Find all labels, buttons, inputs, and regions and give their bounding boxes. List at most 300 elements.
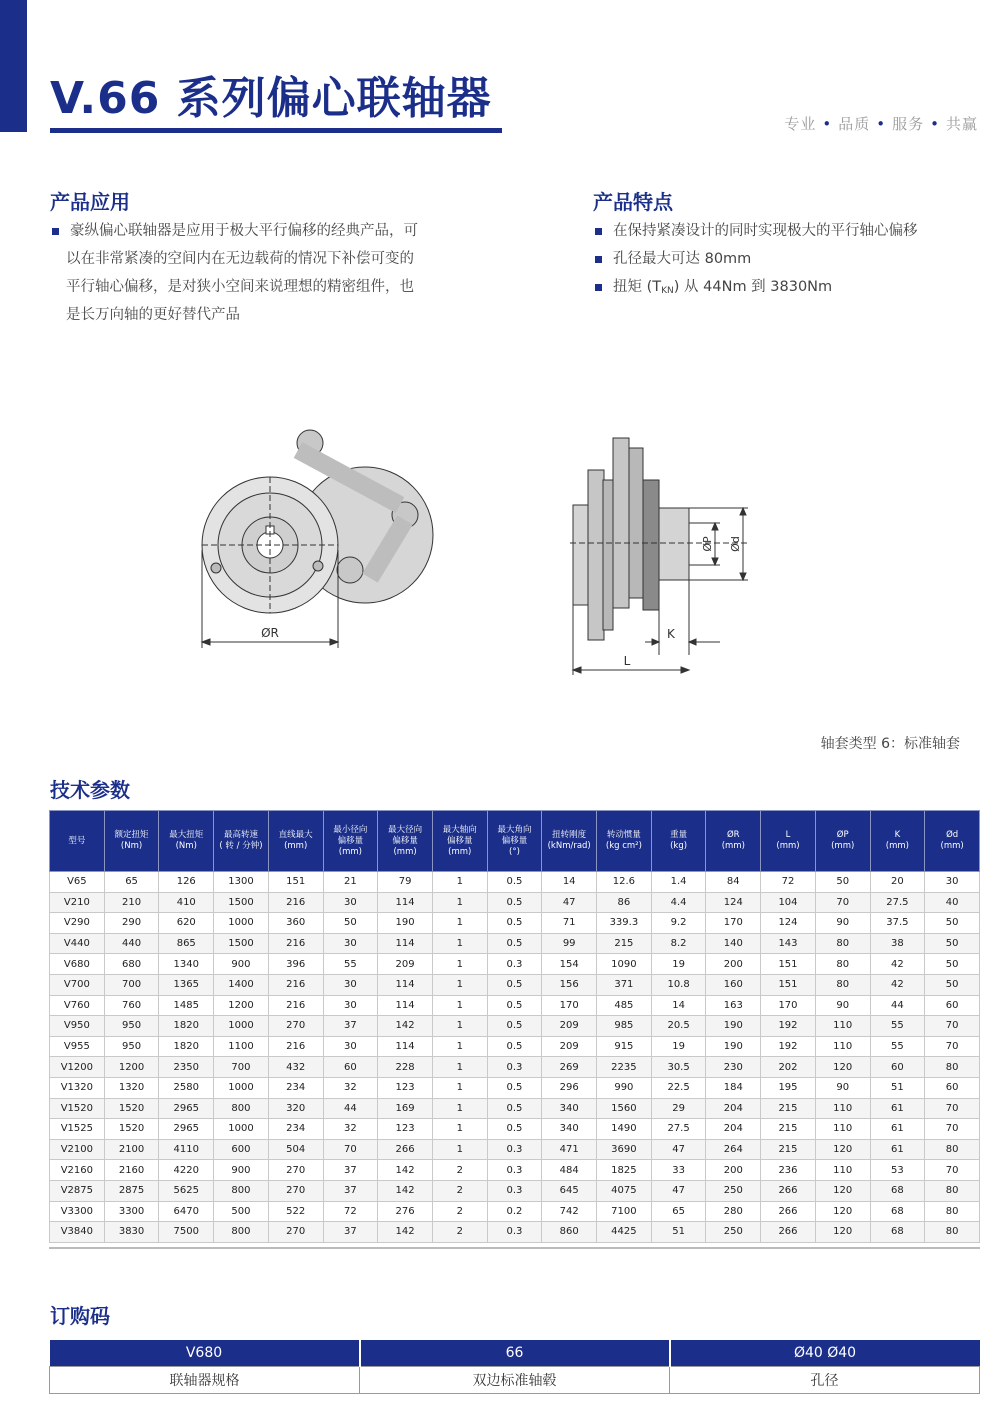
table-cell: 154 xyxy=(542,954,597,975)
table-cell: 51 xyxy=(870,1077,925,1098)
table-cell: 37 xyxy=(323,1160,378,1181)
dim-r-label: ØR xyxy=(261,626,279,640)
table-cell: 42 xyxy=(870,974,925,995)
column-header: 型号 xyxy=(50,811,105,872)
table-cell: 30 xyxy=(323,995,378,1016)
table-cell: 80 xyxy=(925,1222,980,1243)
column-header: 最大扭矩 (Nm) xyxy=(159,811,214,872)
table-cell: 1820 xyxy=(159,1016,214,1037)
table-cell: 151 xyxy=(761,954,816,975)
table-cell: 72 xyxy=(761,872,816,893)
table-cell: 140 xyxy=(706,933,761,954)
table-cell: 1100 xyxy=(214,1036,269,1057)
table-cell: 61 xyxy=(870,1098,925,1119)
table-row xyxy=(50,1098,980,1119)
table-cell: 126 xyxy=(159,872,214,893)
table-cell: 47 xyxy=(651,1139,706,1160)
table-cell: 33 xyxy=(651,1160,706,1181)
table-cell: 2 xyxy=(432,1160,487,1181)
table-cell: 32 xyxy=(323,1077,378,1098)
table-cell: 1320 xyxy=(104,1077,159,1098)
table-cell: 0.3 xyxy=(487,1222,542,1243)
table-cell: 1 xyxy=(432,1119,487,1140)
tagline-item: 专业 xyxy=(784,115,817,133)
table-cell: 114 xyxy=(378,995,433,1016)
table-cell: 2965 xyxy=(159,1098,214,1119)
table-row xyxy=(50,933,980,954)
bullet-icon xyxy=(595,284,602,291)
table-cell: 90 xyxy=(815,1077,870,1098)
features-heading: 产品特点 xyxy=(593,190,673,214)
model-cell: V1200 xyxy=(50,1057,105,1078)
table-cell: 1200 xyxy=(104,1057,159,1078)
table-cell: 114 xyxy=(378,892,433,913)
table-cell: 142 xyxy=(378,1180,433,1201)
bullet-icon xyxy=(595,228,602,235)
table-cell: 99 xyxy=(542,933,597,954)
table-cell: 865 xyxy=(159,933,214,954)
table-cell: 60 xyxy=(925,995,980,1016)
table-cell: 170 xyxy=(761,995,816,1016)
table-cell: 110 xyxy=(815,1036,870,1057)
application-line: 豪纵偏心联轴器是应用于极大平行偏移的经典产品，可 xyxy=(50,217,530,245)
table-cell: 50 xyxy=(323,913,378,934)
table-cell: 209 xyxy=(542,1016,597,1037)
hub-type-caption: 轴套类型 6：标准轴套 xyxy=(820,736,960,752)
table-cell: 0.3 xyxy=(487,954,542,975)
order-label-row xyxy=(50,1367,980,1394)
column-header: 转动惯量 (kg cm²) xyxy=(597,811,652,872)
table-cell: 37 xyxy=(323,1180,378,1201)
table-cell: 22.5 xyxy=(651,1077,706,1098)
table-cell: 110 xyxy=(815,1098,870,1119)
table-cell: 4.4 xyxy=(651,892,706,913)
model-cell: V3300 xyxy=(50,1201,105,1222)
table-cell: 142 xyxy=(378,1160,433,1181)
application-heading: 产品应用 xyxy=(50,190,130,214)
table-cell: 110 xyxy=(815,1160,870,1181)
table-cell: 471 xyxy=(542,1139,597,1160)
table-cell: 47 xyxy=(542,892,597,913)
table-cell: 266 xyxy=(378,1139,433,1160)
bullet-icon xyxy=(52,228,59,235)
table-cell: 80 xyxy=(925,1201,980,1222)
table-row xyxy=(50,892,980,913)
table-cell: 1300 xyxy=(214,872,269,893)
table-cell: 19 xyxy=(651,1036,706,1057)
table-cell: 860 xyxy=(542,1222,597,1243)
table-cell: 3690 xyxy=(597,1139,652,1160)
table-bottom-rule xyxy=(49,1247,980,1249)
table-cell: 19 xyxy=(651,954,706,975)
application-line: 平行轴心偏移，是对狭小空间来说理想的精密组件，也 xyxy=(66,279,414,295)
table-cell: 1 xyxy=(432,1036,487,1057)
table-cell: 0.5 xyxy=(487,1016,542,1037)
table-cell: 0.5 xyxy=(487,995,542,1016)
side-view xyxy=(570,438,750,675)
table-cell: 270 xyxy=(268,1222,323,1243)
table-cell: 0.3 xyxy=(487,1160,542,1181)
table-cell: 1340 xyxy=(159,954,214,975)
table-cell: 143 xyxy=(761,933,816,954)
table-cell: 7100 xyxy=(597,1201,652,1222)
feature-item: 在保持紧凑设计的同时实现极大的平行轴心偏移 xyxy=(593,217,988,245)
table-cell: 30 xyxy=(323,1036,378,1057)
table-cell: 0.3 xyxy=(487,1139,542,1160)
model-cell: V955 xyxy=(50,1036,105,1057)
table-cell: 10.8 xyxy=(651,974,706,995)
table-cell: 6470 xyxy=(159,1201,214,1222)
table-cell: 250 xyxy=(706,1180,761,1201)
table-cell: 700 xyxy=(214,1057,269,1078)
table-cell: 151 xyxy=(268,872,323,893)
table-cell: 1000 xyxy=(214,913,269,934)
model-cell: V210 xyxy=(50,892,105,913)
table-cell: 340 xyxy=(542,1098,597,1119)
table-cell: 215 xyxy=(761,1098,816,1119)
table-cell: 216 xyxy=(268,892,323,913)
column-header: L (mm) xyxy=(761,811,816,872)
table-cell: 1825 xyxy=(597,1160,652,1181)
table-cell: 0.3 xyxy=(487,1057,542,1078)
tagline-item: 共赢 xyxy=(945,115,978,133)
table-cell: 900 xyxy=(214,954,269,975)
table-cell: 4220 xyxy=(159,1160,214,1181)
table-cell: 124 xyxy=(761,913,816,934)
table-cell: 50 xyxy=(815,872,870,893)
table-cell: 156 xyxy=(542,974,597,995)
table-cell: 2160 xyxy=(104,1160,159,1181)
column-header: 扭转刚度 (kNm/rad) xyxy=(542,811,597,872)
table-cell: 432 xyxy=(268,1057,323,1078)
table-cell: 266 xyxy=(761,1180,816,1201)
table-cell: 266 xyxy=(761,1222,816,1243)
column-header: 重量 (kg) xyxy=(651,811,706,872)
table-cell: 30 xyxy=(925,872,980,893)
table-row xyxy=(50,974,980,995)
model-cell: V3840 xyxy=(50,1222,105,1243)
table-cell: 1 xyxy=(432,872,487,893)
table-cell: 70 xyxy=(323,1139,378,1160)
model-cell: V700 xyxy=(50,974,105,995)
table-cell: 485 xyxy=(597,995,652,1016)
column-header: 最大角向 偏移量 (°) xyxy=(487,811,542,872)
spec-header-row xyxy=(50,811,980,872)
table-cell: 120 xyxy=(815,1139,870,1160)
table-cell: 51 xyxy=(651,1222,706,1243)
table-cell: 216 xyxy=(268,995,323,1016)
table-cell: 60 xyxy=(870,1057,925,1078)
table-cell: 215 xyxy=(761,1139,816,1160)
table-cell: 270 xyxy=(268,1160,323,1181)
table-cell: 190 xyxy=(706,1036,761,1057)
order-code-row xyxy=(50,1340,980,1367)
order-code-size: V680 xyxy=(50,1340,360,1367)
table-cell: 0.5 xyxy=(487,974,542,995)
table-cell: 4110 xyxy=(159,1139,214,1160)
table-cell: 86 xyxy=(597,892,652,913)
column-header: 直线最大 (mm) xyxy=(268,811,323,872)
spec-table-body xyxy=(50,872,980,1243)
table-cell: 1090 xyxy=(597,954,652,975)
dim-d-label: Ød xyxy=(729,536,742,552)
table-cell: 55 xyxy=(870,1036,925,1057)
table-cell: 2350 xyxy=(159,1057,214,1078)
table-cell: 190 xyxy=(706,1016,761,1037)
table-cell: 234 xyxy=(268,1119,323,1140)
table-row xyxy=(50,872,980,893)
table-cell: 900 xyxy=(214,1160,269,1181)
table-cell: 1000 xyxy=(214,1119,269,1140)
table-cell: 37.5 xyxy=(870,913,925,934)
table-cell: 800 xyxy=(214,1098,269,1119)
table-cell: 30 xyxy=(323,974,378,995)
table-cell: 276 xyxy=(378,1201,433,1222)
table-cell: 80 xyxy=(815,954,870,975)
table-cell: 320 xyxy=(268,1098,323,1119)
table-cell: 114 xyxy=(378,1036,433,1057)
column-header: ØP (mm) xyxy=(815,811,870,872)
model-cell: V440 xyxy=(50,933,105,954)
column-header: ØR (mm) xyxy=(706,811,761,872)
table-cell: 30.5 xyxy=(651,1057,706,1078)
table-cell: 42 xyxy=(870,954,925,975)
table-cell: 142 xyxy=(378,1222,433,1243)
table-cell: 30 xyxy=(323,892,378,913)
table-cell: 1.4 xyxy=(651,872,706,893)
table-cell: 90 xyxy=(815,913,870,934)
table-cell: 484 xyxy=(542,1160,597,1181)
table-cell: 760 xyxy=(104,995,159,1016)
feature-item: 孔径最大可达 80mm xyxy=(593,245,988,273)
table-cell: 4075 xyxy=(597,1180,652,1201)
tagline-item: 品质 xyxy=(838,115,871,133)
table-cell: 200 xyxy=(706,954,761,975)
table-cell: 80 xyxy=(815,933,870,954)
table-cell: 68 xyxy=(870,1201,925,1222)
table-cell: 1485 xyxy=(159,995,214,1016)
table-cell: 0.5 xyxy=(487,872,542,893)
table-cell: 500 xyxy=(214,1201,269,1222)
table-cell: 209 xyxy=(542,1036,597,1057)
table-cell: 65 xyxy=(104,872,159,893)
table-cell: 53 xyxy=(870,1160,925,1181)
column-header: 最大径向 偏移量 (mm) xyxy=(378,811,433,872)
table-cell: 950 xyxy=(104,1036,159,1057)
table-cell: 72 xyxy=(323,1201,378,1222)
table-cell: 250 xyxy=(706,1222,761,1243)
table-cell: 264 xyxy=(706,1139,761,1160)
table-cell: 266 xyxy=(761,1201,816,1222)
table-cell: 70 xyxy=(925,1016,980,1037)
application-line: 以在非常紧凑的空间内在无边载荷的情况下补偿可变的 xyxy=(66,251,414,267)
table-cell: 90 xyxy=(815,995,870,1016)
table-cell: 160 xyxy=(706,974,761,995)
table-cell: 20.5 xyxy=(651,1016,706,1037)
features-list xyxy=(593,217,988,305)
table-cell: 104 xyxy=(761,892,816,913)
table-row xyxy=(50,1139,980,1160)
table-cell: 1 xyxy=(432,995,487,1016)
application-text xyxy=(50,217,530,329)
table-cell: 9.2 xyxy=(651,913,706,934)
table-row xyxy=(50,1077,980,1098)
table-cell: 14 xyxy=(542,872,597,893)
table-cell: 80 xyxy=(925,1057,980,1078)
table-cell: 800 xyxy=(214,1222,269,1243)
table-cell: 3830 xyxy=(104,1222,159,1243)
table-cell: 114 xyxy=(378,933,433,954)
order-label-hub: 双边标准轴毂 xyxy=(360,1367,670,1394)
table-cell: 1 xyxy=(432,974,487,995)
table-cell: 915 xyxy=(597,1036,652,1057)
bullet-icon xyxy=(595,256,602,263)
table-cell: 1820 xyxy=(159,1036,214,1057)
table-cell: 192 xyxy=(761,1036,816,1057)
table-cell: 80 xyxy=(925,1180,980,1201)
table-cell: 2 xyxy=(432,1180,487,1201)
table-row xyxy=(50,954,980,975)
table-row xyxy=(50,1180,980,1201)
table-cell: 65 xyxy=(651,1201,706,1222)
table-cell: 47 xyxy=(651,1180,706,1201)
table-cell: 1500 xyxy=(214,892,269,913)
table-cell: 340 xyxy=(542,1119,597,1140)
table-cell: 1560 xyxy=(597,1098,652,1119)
model-cell: V1525 xyxy=(50,1119,105,1140)
model-cell: V1520 xyxy=(50,1098,105,1119)
order-label-bore: 孔径 xyxy=(670,1367,980,1394)
table-cell: 61 xyxy=(870,1139,925,1160)
order-code-bore: Ø40 Ø40 xyxy=(670,1340,980,1367)
table-cell: 84 xyxy=(706,872,761,893)
table-cell: 79 xyxy=(378,872,433,893)
table-cell: 228 xyxy=(378,1057,433,1078)
table-cell: 800 xyxy=(214,1180,269,1201)
column-header: 最高转速 ( 转 / 分钟) xyxy=(214,811,269,872)
dim-l-label: L xyxy=(623,654,631,668)
table-cell: 170 xyxy=(542,995,597,1016)
table-cell: 120 xyxy=(815,1057,870,1078)
table-cell: 169 xyxy=(378,1098,433,1119)
table-cell: 950 xyxy=(104,1016,159,1037)
table-cell: 68 xyxy=(870,1180,925,1201)
table-cell: 2580 xyxy=(159,1077,214,1098)
table-cell: 234 xyxy=(268,1077,323,1098)
coupling-drawing xyxy=(190,420,790,690)
table-cell: 0.5 xyxy=(487,933,542,954)
table-cell: 61 xyxy=(870,1119,925,1140)
table-cell: 2 xyxy=(432,1222,487,1243)
column-header: K (mm) xyxy=(870,811,925,872)
table-row xyxy=(50,1201,980,1222)
table-row xyxy=(50,1057,980,1078)
table-cell: 236 xyxy=(761,1160,816,1181)
table-cell: 27.5 xyxy=(870,892,925,913)
table-cell: 68 xyxy=(870,1222,925,1243)
table-cell: 123 xyxy=(378,1119,433,1140)
order-label-size: 联轴器规格 xyxy=(50,1367,360,1394)
table-cell: 184 xyxy=(706,1077,761,1098)
table-cell: 1 xyxy=(432,1016,487,1037)
table-cell: 38 xyxy=(870,933,925,954)
table-cell: 55 xyxy=(870,1016,925,1037)
model-cell: V680 xyxy=(50,954,105,975)
table-cell: 40 xyxy=(925,892,980,913)
table-cell: 70 xyxy=(925,1119,980,1140)
table-cell: 60 xyxy=(323,1057,378,1078)
table-cell: 216 xyxy=(268,933,323,954)
table-cell: 360 xyxy=(268,913,323,934)
table-cell: 216 xyxy=(268,1036,323,1057)
table-cell: 216 xyxy=(268,974,323,995)
table-cell: 1 xyxy=(432,1098,487,1119)
table-cell: 290 xyxy=(104,913,159,934)
model-cell: V65 xyxy=(50,872,105,893)
table-cell: 1 xyxy=(432,913,487,934)
table-cell: 120 xyxy=(815,1222,870,1243)
tagline-item: 服务 xyxy=(892,115,925,133)
table-cell: 1200 xyxy=(214,995,269,1016)
table-cell: 742 xyxy=(542,1201,597,1222)
table-cell: 60 xyxy=(925,1077,980,1098)
column-header: 额定扭矩 (Nm) xyxy=(104,811,159,872)
order-heading: 订购码 xyxy=(50,1304,110,1328)
table-cell: 620 xyxy=(159,913,214,934)
table-cell: 522 xyxy=(268,1201,323,1222)
table-cell: 600 xyxy=(214,1139,269,1160)
table-cell: 270 xyxy=(268,1180,323,1201)
table-cell: 210 xyxy=(104,892,159,913)
table-cell: 190 xyxy=(378,913,433,934)
table-cell: 5625 xyxy=(159,1180,214,1201)
table-cell: 50 xyxy=(925,954,980,975)
table-cell: 50 xyxy=(925,913,980,934)
table-cell: 209 xyxy=(378,954,433,975)
table-cell: 2 xyxy=(432,1201,487,1222)
table-cell: 30 xyxy=(323,933,378,954)
table-cell: 0.3 xyxy=(487,1180,542,1201)
table-cell: 29 xyxy=(651,1098,706,1119)
table-cell: 280 xyxy=(706,1201,761,1222)
table-row xyxy=(50,1222,980,1243)
table-cell: 215 xyxy=(761,1119,816,1140)
table-cell: 151 xyxy=(761,974,816,995)
table-cell: 396 xyxy=(268,954,323,975)
table-cell: 0.5 xyxy=(487,913,542,934)
order-code-table xyxy=(49,1340,980,1394)
table-cell: 195 xyxy=(761,1077,816,1098)
table-cell: 124 xyxy=(706,892,761,913)
table-cell: 110 xyxy=(815,1016,870,1037)
table-cell: 440 xyxy=(104,933,159,954)
table-cell: 204 xyxy=(706,1119,761,1140)
table-cell: 55 xyxy=(323,954,378,975)
model-cell: V1320 xyxy=(50,1077,105,1098)
table-cell: 1520 xyxy=(104,1119,159,1140)
specs-heading: 技术参数 xyxy=(50,778,130,802)
table-cell: 2875 xyxy=(104,1180,159,1201)
table-cell: 202 xyxy=(761,1057,816,1078)
table-cell: 680 xyxy=(104,954,159,975)
table-cell: 80 xyxy=(925,1139,980,1160)
table-cell: 504 xyxy=(268,1139,323,1160)
table-cell: 2965 xyxy=(159,1119,214,1140)
table-cell: 37 xyxy=(323,1016,378,1037)
table-cell: 1 xyxy=(432,1077,487,1098)
table-cell: 114 xyxy=(378,974,433,995)
tagline: 专业 • 品质 • 服务 • 共赢 xyxy=(784,115,978,133)
